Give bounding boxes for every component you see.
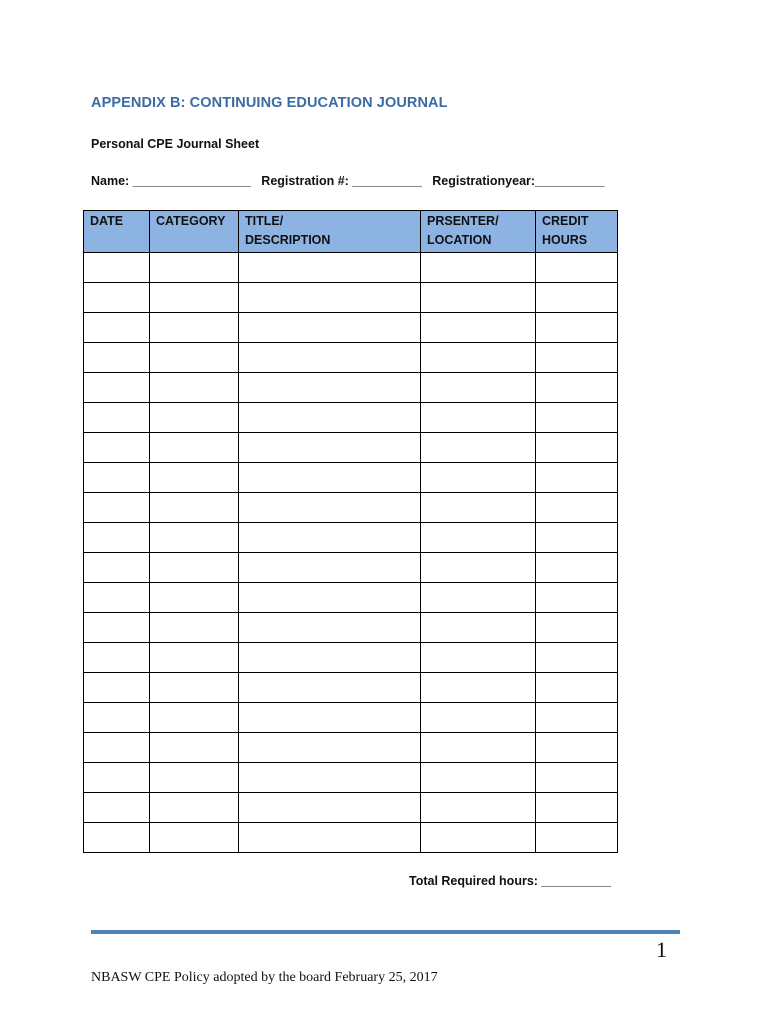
cell-date[interactable] <box>84 823 150 853</box>
cell-title[interactable] <box>239 553 421 583</box>
cell-title[interactable] <box>239 613 421 643</box>
cell-date[interactable] <box>84 373 150 403</box>
column-header-title: TITLE/ DESCRIPTION <box>239 211 421 253</box>
cell-category[interactable] <box>150 463 239 493</box>
cell-title[interactable] <box>239 763 421 793</box>
cell-presenter[interactable] <box>421 643 536 673</box>
cell-category[interactable] <box>150 493 239 523</box>
cell-presenter[interactable] <box>421 733 536 763</box>
cell-title[interactable] <box>239 823 421 853</box>
sheet-subtitle: Personal CPE Journal Sheet <box>91 137 260 151</box>
cell-credit-hours[interactable] <box>536 583 618 613</box>
cell-presenter[interactable] <box>421 823 536 853</box>
cell-category[interactable] <box>150 523 239 553</box>
cell-category[interactable] <box>150 403 239 433</box>
cell-title[interactable] <box>239 343 421 373</box>
cell-credit-hours[interactable] <box>536 313 618 343</box>
cell-title[interactable] <box>239 283 421 313</box>
cell-presenter[interactable] <box>421 313 536 343</box>
cell-credit-hours[interactable] <box>536 823 618 853</box>
table-row <box>84 283 618 313</box>
cell-presenter[interactable] <box>421 673 536 703</box>
table-row <box>84 403 618 433</box>
cell-category[interactable] <box>150 733 239 763</box>
cell-category[interactable] <box>150 343 239 373</box>
table-header-row <box>84 211 618 253</box>
cell-credit-hours[interactable] <box>536 733 618 763</box>
cell-date[interactable] <box>84 733 150 763</box>
cell-credit-hours[interactable] <box>536 253 618 283</box>
cell-presenter[interactable] <box>421 403 536 433</box>
cell-date[interactable] <box>84 283 150 313</box>
table-row <box>84 373 618 403</box>
cell-date[interactable] <box>84 793 150 823</box>
cell-presenter[interactable] <box>421 493 536 523</box>
cell-date[interactable] <box>84 763 150 793</box>
footer-divider <box>91 930 680 934</box>
cell-credit-hours[interactable] <box>536 703 618 733</box>
cell-presenter[interactable] <box>421 283 536 313</box>
cell-title[interactable] <box>239 493 421 523</box>
cell-date[interactable] <box>84 493 150 523</box>
cell-date[interactable] <box>84 613 150 643</box>
cell-credit-hours[interactable] <box>536 493 618 523</box>
cell-credit-hours[interactable] <box>536 283 618 313</box>
cell-category[interactable] <box>150 703 239 733</box>
cell-category[interactable] <box>150 373 239 403</box>
column-header-credit-hours: CREDIT HOURS <box>536 211 618 253</box>
table-row <box>84 703 618 733</box>
table-row <box>84 523 618 553</box>
cell-date[interactable] <box>84 673 150 703</box>
table-row <box>84 583 618 613</box>
cell-credit-hours[interactable] <box>536 463 618 493</box>
footer-text: NBASW CPE Policy adopted by the board February 25, 2017 <box>91 970 438 985</box>
cell-date[interactable] <box>84 313 150 343</box>
table-row <box>84 343 618 373</box>
table-row <box>84 823 618 853</box>
table-row <box>84 613 618 643</box>
cell-category[interactable] <box>150 553 239 583</box>
table-row <box>84 493 618 523</box>
cell-credit-hours[interactable] <box>536 643 618 673</box>
cell-presenter[interactable] <box>421 583 536 613</box>
cell-credit-hours[interactable] <box>536 403 618 433</box>
cell-presenter[interactable] <box>421 343 536 373</box>
table-row <box>84 463 618 493</box>
cell-title[interactable] <box>239 373 421 403</box>
column-header-date: DATE <box>84 211 150 253</box>
registration-fields <box>91 174 605 188</box>
cell-credit-hours[interactable] <box>536 793 618 823</box>
cell-title[interactable] <box>239 523 421 553</box>
cell-title[interactable] <box>239 673 421 703</box>
cell-credit-hours[interactable] <box>536 613 618 643</box>
cell-category[interactable] <box>150 793 239 823</box>
column-header-category: CATEGORY <box>150 211 239 253</box>
table-row <box>84 793 618 823</box>
cell-title[interactable] <box>239 793 421 823</box>
cell-category[interactable] <box>150 313 239 343</box>
cell-date[interactable] <box>84 523 150 553</box>
table-row <box>84 433 618 463</box>
cell-category[interactable] <box>150 583 239 613</box>
table-row <box>84 733 618 763</box>
cell-credit-hours[interactable] <box>536 373 618 403</box>
cell-date[interactable] <box>84 643 150 673</box>
cell-category[interactable] <box>150 253 239 283</box>
cell-presenter[interactable] <box>421 553 536 583</box>
cell-date[interactable] <box>84 403 150 433</box>
cell-category[interactable] <box>150 763 239 793</box>
cell-credit-hours[interactable] <box>536 433 618 463</box>
table-row <box>84 673 618 703</box>
table-row <box>84 763 618 793</box>
cell-presenter[interactable] <box>421 433 536 463</box>
cell-presenter[interactable] <box>421 253 536 283</box>
cell-title[interactable] <box>239 253 421 283</box>
cell-credit-hours[interactable] <box>536 763 618 793</box>
cell-title[interactable] <box>239 703 421 733</box>
cell-credit-hours[interactable] <box>536 523 618 553</box>
page-number: 1 <box>656 937 667 962</box>
registration-number-field: Registration #: __________ <box>261 174 422 188</box>
cell-category[interactable] <box>150 613 239 643</box>
cell-title[interactable] <box>239 583 421 613</box>
column-header-presenter: PRSENTER/ LOCATION <box>421 211 536 253</box>
cell-title[interactable] <box>239 433 421 463</box>
cell-presenter[interactable] <box>421 763 536 793</box>
cell-date[interactable] <box>84 703 150 733</box>
cell-presenter[interactable] <box>421 703 536 733</box>
table-body <box>84 253 618 853</box>
cell-credit-hours[interactable] <box>536 673 618 703</box>
cell-title[interactable] <box>239 313 421 343</box>
cell-category[interactable] <box>150 283 239 313</box>
cell-presenter[interactable] <box>421 463 536 493</box>
name-field: Name: _________________ <box>91 174 251 188</box>
cell-presenter[interactable] <box>421 373 536 403</box>
cell-title[interactable] <box>239 403 421 433</box>
cell-presenter[interactable] <box>421 613 536 643</box>
cell-date[interactable] <box>84 253 150 283</box>
journal-table <box>83 210 618 853</box>
cell-presenter[interactable] <box>421 523 536 553</box>
cell-date[interactable] <box>84 463 150 493</box>
cell-title[interactable] <box>239 643 421 673</box>
table-row <box>84 313 618 343</box>
cell-category[interactable] <box>150 643 239 673</box>
page-title: APPENDIX B: CONTINUING EDUCATION JOURNAL <box>91 95 448 111</box>
cell-date[interactable] <box>84 343 150 373</box>
cell-category[interactable] <box>150 433 239 463</box>
cell-presenter[interactable] <box>421 793 536 823</box>
registration-year-field: Registrationyear:__________ <box>432 174 605 188</box>
cell-title[interactable] <box>239 733 421 763</box>
cell-date[interactable] <box>84 553 150 583</box>
table-row <box>84 643 618 673</box>
cell-title[interactable] <box>239 463 421 493</box>
cell-date[interactable] <box>84 433 150 463</box>
cell-date[interactable] <box>84 583 150 613</box>
total-required-hours: Total Required hours: __________ <box>409 874 611 888</box>
cell-credit-hours[interactable] <box>536 553 618 583</box>
cell-category[interactable] <box>150 823 239 853</box>
table-row <box>84 553 618 583</box>
table-row <box>84 253 618 283</box>
cell-category[interactable] <box>150 673 239 703</box>
cell-credit-hours[interactable] <box>536 343 618 373</box>
